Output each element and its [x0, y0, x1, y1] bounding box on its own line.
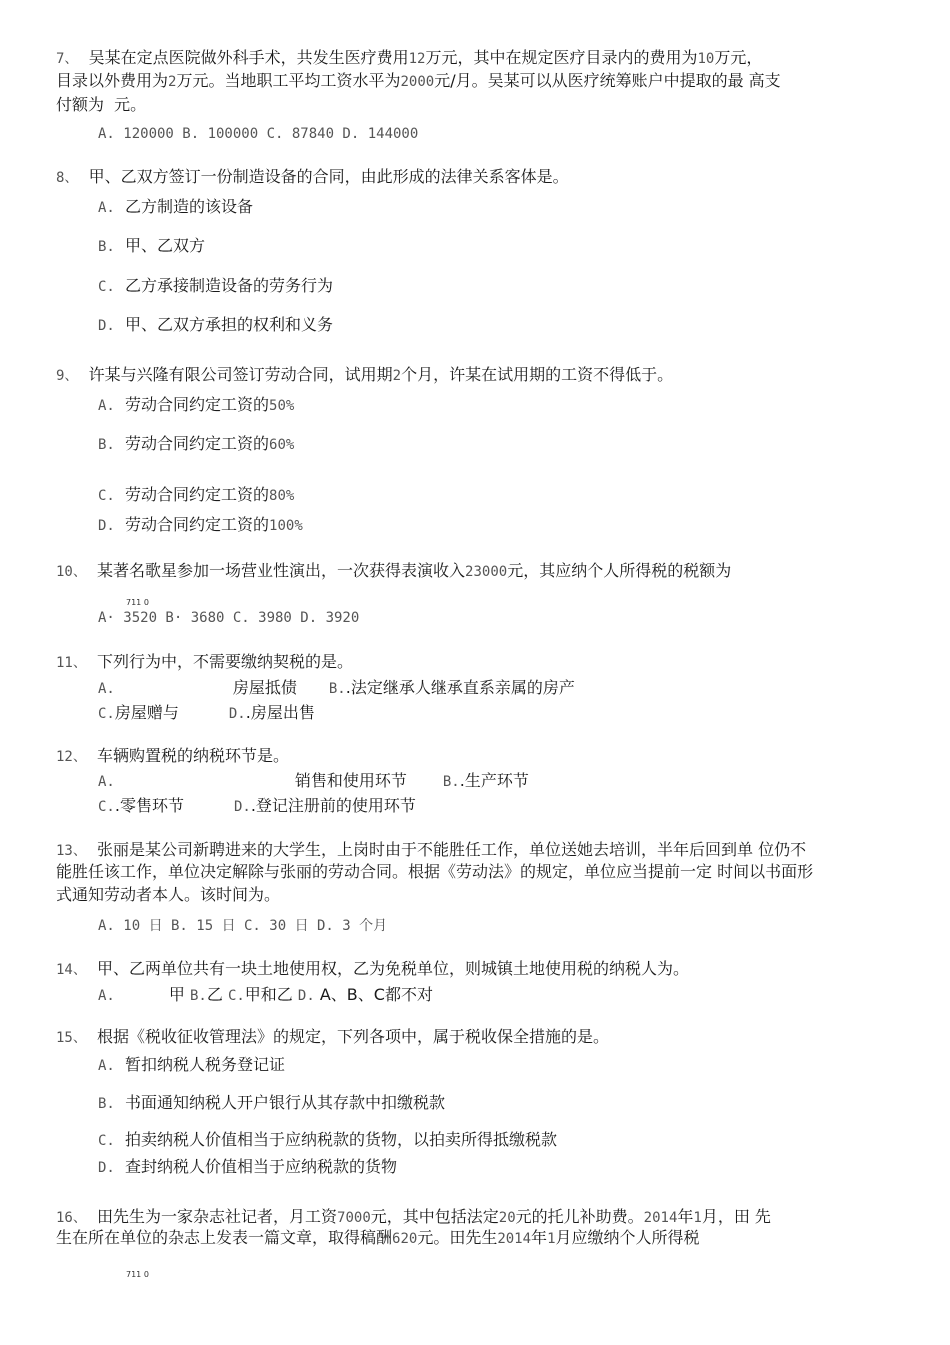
q15-option-a: A. 暂扣纳税人税务登记证: [98, 1055, 286, 1074]
q9-option-a: A. 劳动合同约定工资的50%: [98, 395, 295, 414]
q16-line-1: 16、 田先生为一家杂志社记者，月工资7000元，其中包括法定20元的托儿补助费。2014年1月，田 先: [56, 1207, 771, 1226]
q14-question: 14、 甲、乙两单位共有一块土地使用权，乙为免税单位，则城镇土地使用税的纳税人为。: [56, 959, 690, 978]
q12-question: 12、 车辆购置税的纳税环节是。: [56, 746, 290, 765]
q8-option-c: C. 乙方承接制造设备的劳务行为: [98, 276, 334, 295]
q13-line-1: 13、 张丽是某公司新聘进来的大学生，上岗时由于不能胜任工作，单位送她去培训，半年后回到单 位仍不: [56, 840, 807, 859]
q13-options: A. 10 日 B. 15 日 C. 30 日 D. 3 个月: [98, 918, 388, 934]
q9-question: 9、 许某与兴隆有限公司签订劳动合同，试用期2个月，许某在试用期的工资不得低于。: [56, 365, 674, 384]
q13-line-3: 式通知劳动者本人。该时间为。: [56, 885, 281, 904]
q9-option-c: C. 劳动合同约定工资的80%: [98, 485, 295, 504]
q7-line-2: 目录以外费用为2万元。当地职工平均工资水平为2000元/月。吴某可以从医疗统筹账户中提取的最 高支: [56, 71, 781, 90]
q16-footnote-mark: 711 0: [126, 1270, 149, 1279]
q8-option-d: D. 甲、乙双方承担的权利和义务: [98, 315, 334, 334]
q12-options-row-1: A. 销售和使用环节 B..生产环节: [98, 771, 529, 790]
q10-footnote-mark: 711 0: [126, 598, 149, 607]
q15-question: 15、 根据《税收征收管理法》的规定，下列各项中，属于税收保全措施的是。: [56, 1027, 610, 1046]
q15-option-c: C. 拍卖纳税人价值相当于应纳税款的货物，以拍卖所得抵缴税款: [98, 1130, 558, 1149]
q14-options: A. 甲 B.乙 C.甲和乙 D. A、B、C都不对: [98, 985, 433, 1004]
q9-option-d: D. 劳动合同约定工资的100%: [98, 515, 303, 534]
q12-options-row-2: C..零售环节 D..登记注册前的使用环节: [98, 796, 416, 815]
q7-options: A. 120000 B. 100000 C. 87840 D. 144000: [98, 126, 419, 142]
q10-options: A· 3520 B· 3680 C. 3980 D. 3920: [98, 610, 360, 626]
q7-line-1: 7、 吴某在定点医院做外科手术，共发生医疗费用12万元，其中在规定医疗目录内的费用为10万元，: [56, 48, 763, 67]
q8-option-b: B. 甲、乙双方: [98, 236, 206, 255]
q15-option-d: D. 查封纳税人价值相当于应纳税款的货物: [98, 1157, 398, 1176]
q11-options-row-1: A. 房屋抵债 B..法定继承人继承直系亲属的房产: [98, 678, 575, 697]
q11-options-row-2: C.房屋赠与 D..房屋出售: [98, 703, 315, 722]
q11-question: 11、 下列行为中，不需要缴纳契税的是。: [56, 652, 354, 671]
q16-line-2: 生在所在单位的杂志上发表一篇文章，取得稿酬620元。田先生2014年1月应缴纳个人所得税: [56, 1228, 700, 1247]
q8-option-a: A. 乙方制造的该设备: [98, 197, 254, 216]
q9-option-b: B. 劳动合同约定工资的60%: [98, 434, 295, 453]
q7-line-3: 付额为 元。: [56, 95, 147, 114]
q8-question: 8、 甲、乙双方签订一份制造设备的合同，由此形成的法律关系客体是。: [56, 167, 569, 186]
q10-question: 10、 某著名歌星参加一场营业性演出，一次获得表演收入23000元，其应纳个人所得税的税额为: [56, 561, 732, 580]
q13-line-2: 能胜任该工作，单位决定解除与张丽的劳动合同。根据《劳动法》的规定，单位应当提前一定 时间以书面形: [56, 862, 814, 881]
q15-option-b: B. 书面通知纳税人开户银行从其存款中扣缴税款: [98, 1093, 446, 1112]
